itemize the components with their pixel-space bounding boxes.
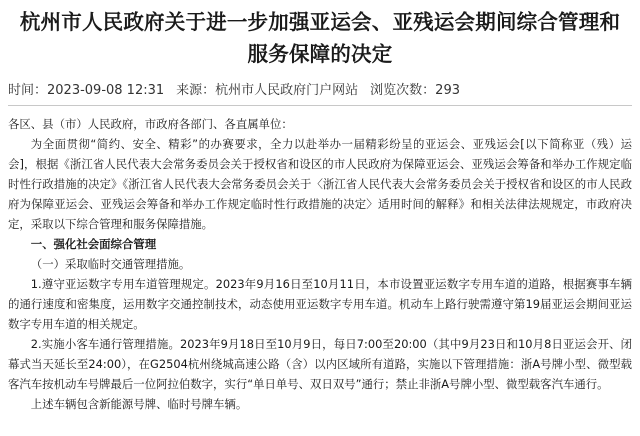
publish-time: 时间：2023-09-08 12:31: [8, 83, 165, 98]
title-line-2: 服务保障的决定: [247, 42, 393, 66]
salutation: 各区、县（市）人民政府，市政府各部门、各直属单位：: [8, 117, 293, 131]
document-body: [8, 114, 632, 414]
paragraph-item-1: 1.遵守亚运数字专用车道管理规定。2023年9月16日至10月11日，本市设置亚运数字专用车道的道路，根据赛事车辆的通行速度和密集度，运用数字交通控制技术，动态使用亚运数字专用车道。机动车上路行驶需遵守第19届亚运会期间亚运数字专用车道的相关规定。: [8, 277, 632, 331]
paragraph-item-3: 上述车辆包含新能源号牌、临时号牌车辆。: [30, 397, 248, 411]
meta-divider: [8, 105, 632, 106]
title-line-1: 杭州市人民政府关于进一步加强亚运会、亚残运会期间综合管理和: [19, 10, 621, 34]
document-meta: [8, 82, 632, 100]
section-heading: 一、强化社会面综合管理: [30, 237, 157, 251]
intro-paragraph: 为全面贯彻“简约、安全、精彩”的办赛要求，全力以赴举办一届精彩纷呈的亚运会、亚残运会[以下简称亚（残）运会]，根据《浙江省人民代表大会常务委员会关于授权省和设区的市人民政府为保障亚运会、亚残运会筹备和举办工作规定临时性行政措施的决定》《浙江省人民代表大会常务委员会关于〈浙江省人民代表大会常务委员会关于授权省和设区的市人民政府为保障亚运会、亚残运会筹备和举办工作规定临时性行政措施的决定〉适用时间的解释》和相关法律法规规定，市政府决定，采取以下综合管理和服务保障措施。: [8, 137, 632, 231]
subsection-heading: （一）采取临时交通管理措施。: [30, 257, 191, 271]
source-label: 来源：杭州市人民政府门户网站: [176, 83, 359, 98]
paragraph-item-2: 2.实施小客车通行管理措施。2023年9月18日至10月9日，每日7:00至20:00（其中9月23日和10月8日亚运会开、闭幕式当天延长至24:00），在G2504杭州绕城高速公路（含）以内区域所有道路，实施以下管理措施：浙A号牌小型、微型载客汽车按机动车号牌最后一位阿拉伯数字，实行“单日单号、双日双号”通行；禁止非浙A号牌小型、微型载客汽车通行。: [8, 337, 632, 391]
document-title: [8, 0, 632, 70]
view-count: 浏览次数：293: [370, 83, 460, 98]
